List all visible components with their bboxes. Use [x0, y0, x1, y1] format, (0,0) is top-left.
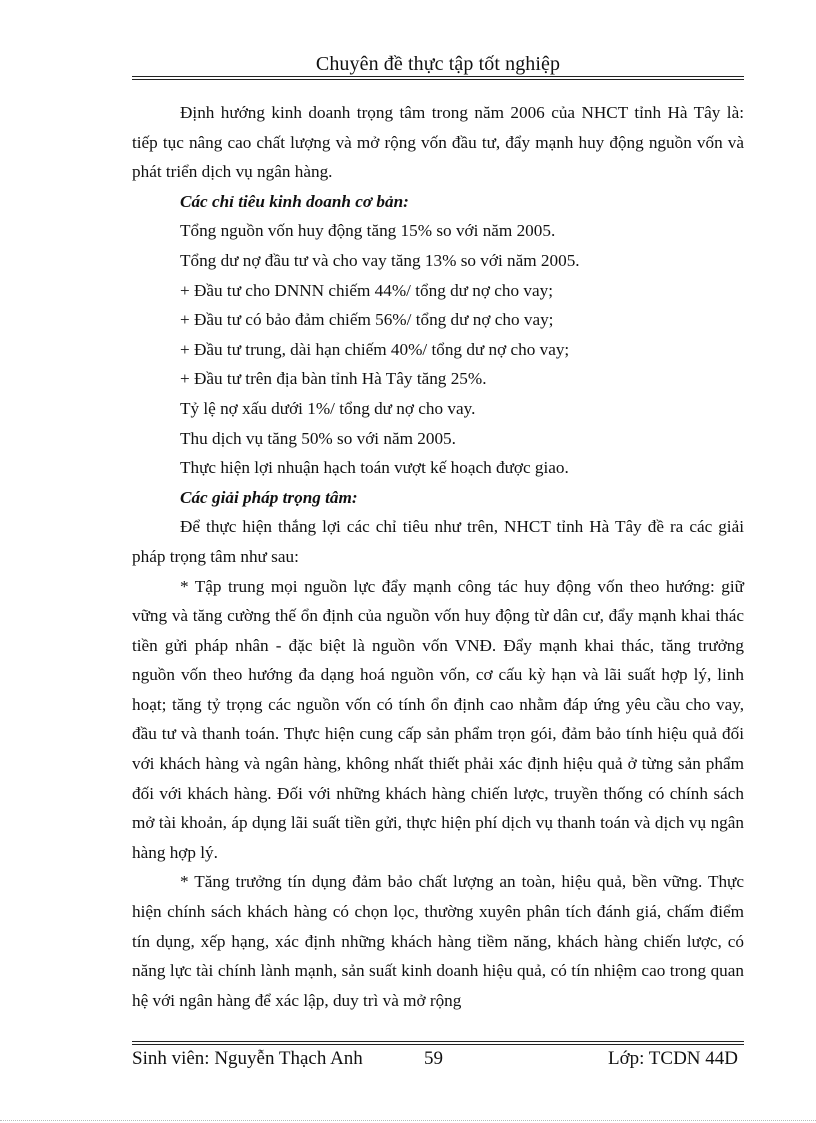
header-rule-top [132, 76, 744, 77]
solution-paragraph-credit: * Tăng trưởng tín dụng đảm bảo chất lượng an toàn, hiệu quả, bền vững. Thực hiện chính sách khách hàng có chọn lọc, thường xuyên phân tích đánh giá, chấm điểm tín dụng, xếp hạng, xác định những khách hàng tiềm năng, khách hàng chiến lược, có năng lực tài chính lành mạnh, sản suất kinh doanh hiệu quả, có tín nhiệm cao trong quan hệ với ngân hàng để xác lập, duy trì và mở rộng [132, 872, 744, 1010]
page-footer [132, 1046, 744, 1072]
targets-heading: Các chỉ tiêu kinh doanh cơ bản: [180, 191, 409, 211]
page-bottom-dotted-border [0, 1120, 816, 1121]
footer-rule-top [132, 1041, 744, 1042]
page-header-title: Chuyên đề thực tập tốt nghiệp [315, 53, 561, 75]
solutions-intro-paragraph: Để thực hiện thắng lợi các chỉ tiêu như trên, NHCT tỉnh Hà Tây đề ra các giải pháp trọng tâm như sau: [132, 517, 744, 566]
target-item: + Đầu tư có bảo đảm chiếm 56%/ tổng dư nợ cho vay; [180, 310, 554, 330]
footer-student-name: Sinh viên: Nguyễn Thạch Anh [132, 1048, 363, 1069]
target-item: Tổng dư nợ đầu tư và cho vay tăng 13% so với năm 2005. [180, 250, 580, 270]
target-item: Thực hiện lợi nhuận hạch toán vượt kế hoạch được giao. [180, 458, 569, 478]
header-rule-bottom [132, 79, 744, 80]
footer-class-label: Lớp: TCDN 44D [607, 1048, 738, 1069]
target-item: Tỷ lệ nợ xấu dưới 1%/ tổng dư nợ cho vay. [180, 398, 476, 418]
target-item: + Đầu tư cho DNNN chiếm 44%/ tổng dư nợ cho vay; [180, 280, 553, 300]
page-body [132, 98, 744, 1015]
target-item: + Đầu tư trung, dài hạn chiếm 40%/ tổng dư nợ cho vay; [180, 339, 570, 359]
intro-paragraph: Định hướng kinh doanh trọng tâm trong năm 2006 của NHCT tỉnh Hà Tây là: tiếp tục nâng cao chất lượng và mở rộng vốn đầu tư, đẩy mạnh huy động nguồn vốn và phát triển dịch vụ ngân hàng. [132, 103, 744, 182]
target-item: Thu dịch vụ tăng 50% so với năm 2005. [180, 428, 456, 448]
footer-page-number: 59 [424, 1048, 443, 1069]
target-item: Tổng nguồn vốn huy động tăng 15% so với năm 2005. [180, 221, 556, 241]
footer-rule-bottom [132, 1044, 744, 1045]
solution-paragraph-capital: * Tập trung mọi nguồn lực đẩy mạnh công tác huy động vốn theo hướng: giữ vững và tăng cường thế ổn định của nguồn vốn huy động từ dân cư, đẩy mạnh khai thác tiền gửi pháp nhân - đặc biệt là nguồn vốn VNĐ. Đẩy mạnh khai thác, tăng trưởng nguồn vốn theo hướng đa dạng hoá nguồn vốn, cơ cấu kỳ hạn và lãi suất hợp lý, linh hoạt; tăng tỷ trọng các nguồn vốn có tính ổn định cao nhằm đáp ứng yêu cầu cho vay, đầu tư và thanh toán. Thực hiện cung cấp sản phẩm trọn gói, đảm bảo tính hiệu quả đối với khách hàng và ngân hàng, không nhất thiết phải xác định hiệu quả ở từng sản phẩm đối với khách hàng. Đối với những khách hàng chiến lược, truyền thống có chính sách mở tài khoản, áp dụng lãi suất tiền gửi, thực hiện phí dịch vụ thanh toán và dịch vụ ngân hàng hợp lý. [132, 576, 744, 862]
target-item: + Đầu tư trên địa bàn tỉnh Hà Tây tăng 25%. [180, 369, 487, 389]
solutions-heading: Các giải pháp trọng tâm: [180, 487, 358, 507]
